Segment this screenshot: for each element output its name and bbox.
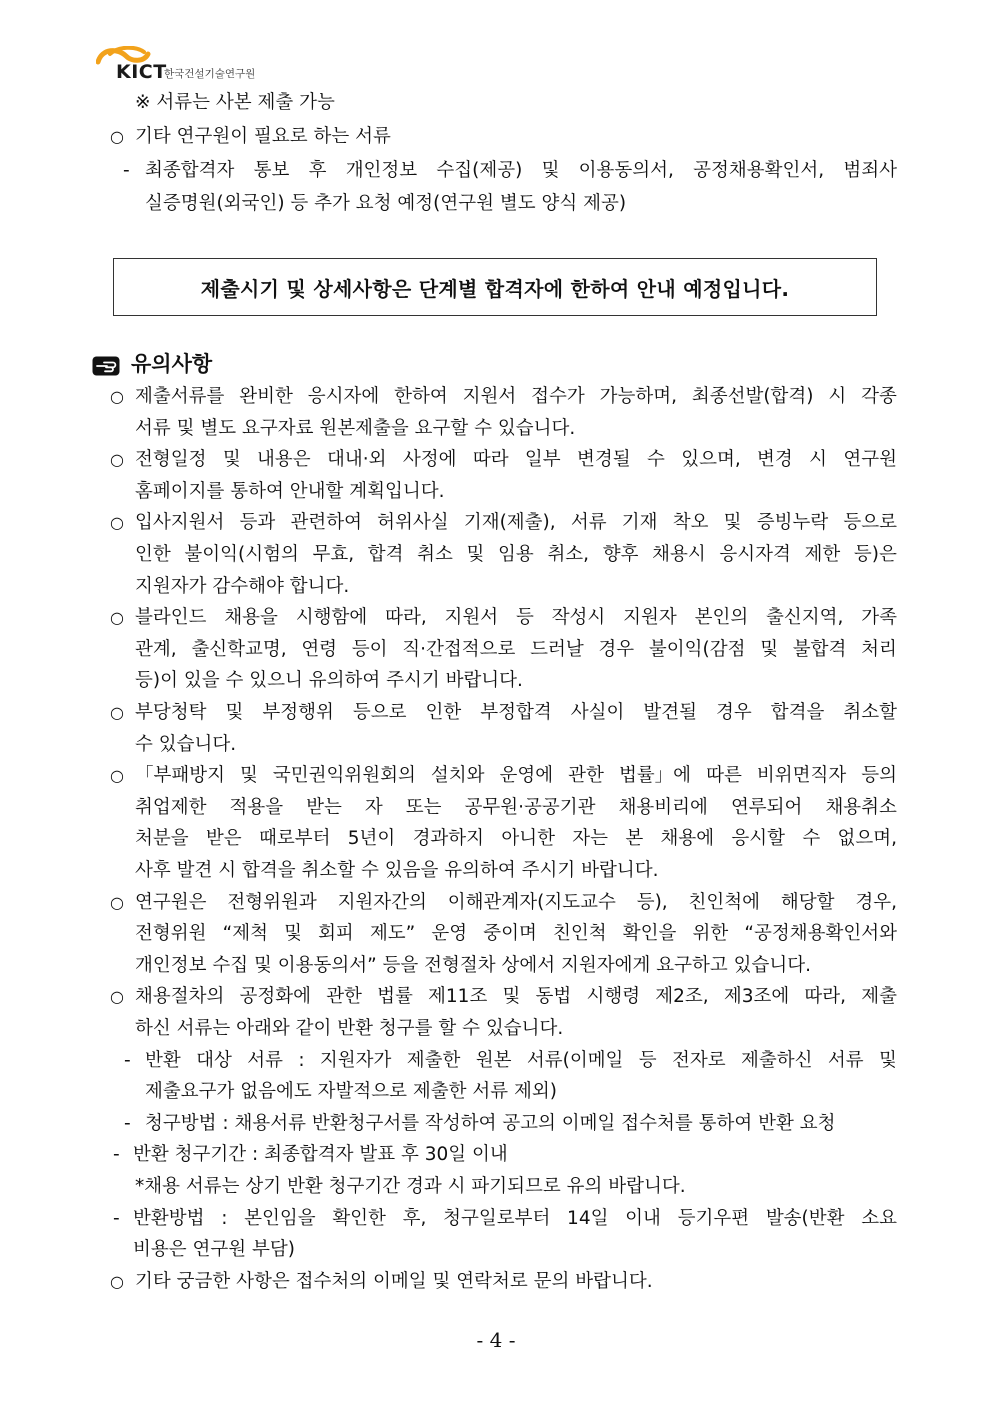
circle-bullet-icon: ○ (110, 608, 124, 628)
dash-bullet-icon: - (123, 160, 130, 181)
notice-box (113, 258, 877, 316)
notice-item-last: 기타 궁금한 사항은 접수처의 이메일 및 연락처로 문의 바랍니다. (135, 1270, 653, 1292)
notice-item-2-line-2: 홈페이지를 통하여 안내할 계획입니다. (135, 480, 445, 502)
page-number: - 4 - (476, 1328, 516, 1352)
circle-bullet-icon: ○ (110, 513, 124, 533)
notice-item-4-line-1: 블라인드 채용을 시행함에 따라, 지원서 등 작성시 지원자 본인의 출신지역, 가족 (135, 607, 897, 629)
notice-item-8-line-1: 채용절차의 공정화에 관한 법률 제11조 및 동법 시행령 제2조, 제3조에 따라, 제출 (135, 986, 897, 1008)
notice-item-6-line-2: 취업제한 적용을 받는 자 또는 공무원·공공기관 채용비리에 연루되어 채용취소 (135, 796, 897, 818)
notice-item-5-line-2: 수 있습니다. (135, 733, 237, 755)
dash-bullet-icon: - (113, 1144, 120, 1166)
return-item-1-line-1: 반환 대상 서류 : 지원자가 제출한 원본 서류(이메일 등 전자로 제출하신 서류 및 (145, 1049, 897, 1071)
notice-item-7-line-3: 개인정보 수집 및 이용동의서” 등을 전형절차 상에서 지원자에게 요구하고 있습니다. (135, 954, 812, 976)
notice-item-3-line-1: 입사지원서 등과 관련하여 허위사실 기재(제출), 서류 기재 착오 및 증빙누락 등으로 (135, 512, 897, 534)
notice-item-6-line-4: 사후 발견 시 합격을 취소할 수 있음을 유의하여 주시기 바랍니다. (135, 860, 659, 881)
notice-item-7-line-2: 전형위원 “제척 및 회피 제도” 운영 중이며 친인척 확인을 위한 “공정채용확인서와 (135, 923, 897, 945)
logo-org-name: 한국건설기술연구원 (164, 68, 256, 80)
circle-bullet-icon: ○ (110, 987, 124, 1007)
circle-bullet-icon: ○ (110, 892, 124, 912)
notice-item-4-line-3: 등)이 있을 수 있으니 유의하여 주시기 바랍니다. (135, 670, 523, 692)
dash-bullet-icon: - (124, 1112, 131, 1134)
logo-abbr: KICT (116, 61, 167, 83)
notice-item-8-line-2: 하신 서류는 아래와 같이 반환 청구를 할 수 있습니다. (135, 1018, 564, 1039)
circle-bullet-icon: ○ (110, 703, 124, 722)
notice-item-5-line-1: 부당청탁 및 부정행위 등으로 인한 부정합격 사실이 발견될 경우 합격을 취소할 (135, 702, 897, 723)
circle-bullet-icon: ○ (110, 387, 124, 406)
dash-bullet-icon: - (113, 1207, 120, 1229)
notice-item-6-line-3: 처분을 받은 때로부터 5년이 경과하지 아니한 자는 본 채용에 응시할 수 없으며, (135, 828, 897, 850)
notice-item-4-line-2: 관계, 출신학교명, 연령 등이 직·간접적으로 드러날 경우 불이익(감점 및 불합격 처리 (135, 638, 897, 660)
notice-item-6-line-1: 「부패방지 및 국민권익위원회의 설치와 운영에 관한 법률」에 따른 비위면직자 등의 (135, 765, 897, 787)
notice-item-3-line-2: 인한 불이익(시험의 무효, 합격 취소 및 임용 취소, 향후 채용시 응시자격 제한 등)은 (135, 544, 897, 565)
top-item: 기타 연구원이 필요로 하는 서류 (135, 126, 391, 147)
notice-item-3-line-3: 지원자가 감수해야 합니다. (135, 575, 350, 597)
kict-logo (96, 46, 296, 82)
notice-item-1-line-1: 제출서류를 완비한 응시자에 한하여 지원서 접수가 가능하며, 최종선발(합격) 시 각종 (135, 386, 897, 407)
hand-pointer-icon (92, 356, 120, 376)
circle-bullet-icon: ○ (110, 127, 124, 146)
return-item-3-line-2: *채용 서류는 상기 반환 청구기간 경과 시 파기되므로 유의 바랍니다. (135, 1176, 686, 1197)
circle-bullet-icon: ○ (110, 766, 124, 786)
circle-bullet-icon: ○ (110, 450, 124, 470)
dash-bullet-icon: - (124, 1049, 131, 1071)
return-item-1-line-2: 제출요구가 없음에도 자발적으로 제출한 서류 제외) (145, 1081, 557, 1103)
top-sub-line-2: 실증명원(외국인) 등 추가 요청 예정(연구원 별도 양식 제공) (145, 193, 627, 214)
return-item-4-line-2: 비용은 연구원 부담) (133, 1239, 295, 1261)
notice-item-1-line-2: 서류 및 별도 요구자료 원본제출을 요구할 수 있습니다. (135, 417, 576, 439)
return-item-4-line-1: 반환방법 : 본인임을 확인한 후, 청구일로부터 14일 이내 등기우편 발송(반환 소요 (133, 1207, 897, 1229)
section-title: 유의사항 (131, 352, 213, 376)
return-item-3-line-1: 반환 청구기간 : 최종합격자 발표 후 30일 이내 (133, 1144, 508, 1166)
top-sub-line-1: 최종합격자 통보 후 개인정보 수집(제공) 및 이용동의서, 공정채용확인서, 범죄사 (145, 160, 897, 181)
return-item-2-line-1: 청구방법 : 채용서류 반환청구서를 작성하여 공고의 이메일 접수처를 통하여 반환 요청 (145, 1112, 836, 1134)
notice-text: 제출시기 및 상세사항은 단계별 합격자에 한하여 안내 예정입니다. (200, 276, 790, 301)
copy-note: ※ 서류는 사본 제출 가능 (135, 92, 335, 113)
notice-item-7-line-1: 연구원은 전형위원과 지원자간의 이해관계자(지도교수 등), 친인척에 해당할 경우, (135, 891, 897, 913)
notice-item-2-line-1: 전형일정 및 내용은 대내·외 사정에 따라 일부 변경될 수 있으며, 변경 시 연구원 (135, 449, 897, 471)
circle-bullet-icon: ○ (110, 1271, 124, 1291)
